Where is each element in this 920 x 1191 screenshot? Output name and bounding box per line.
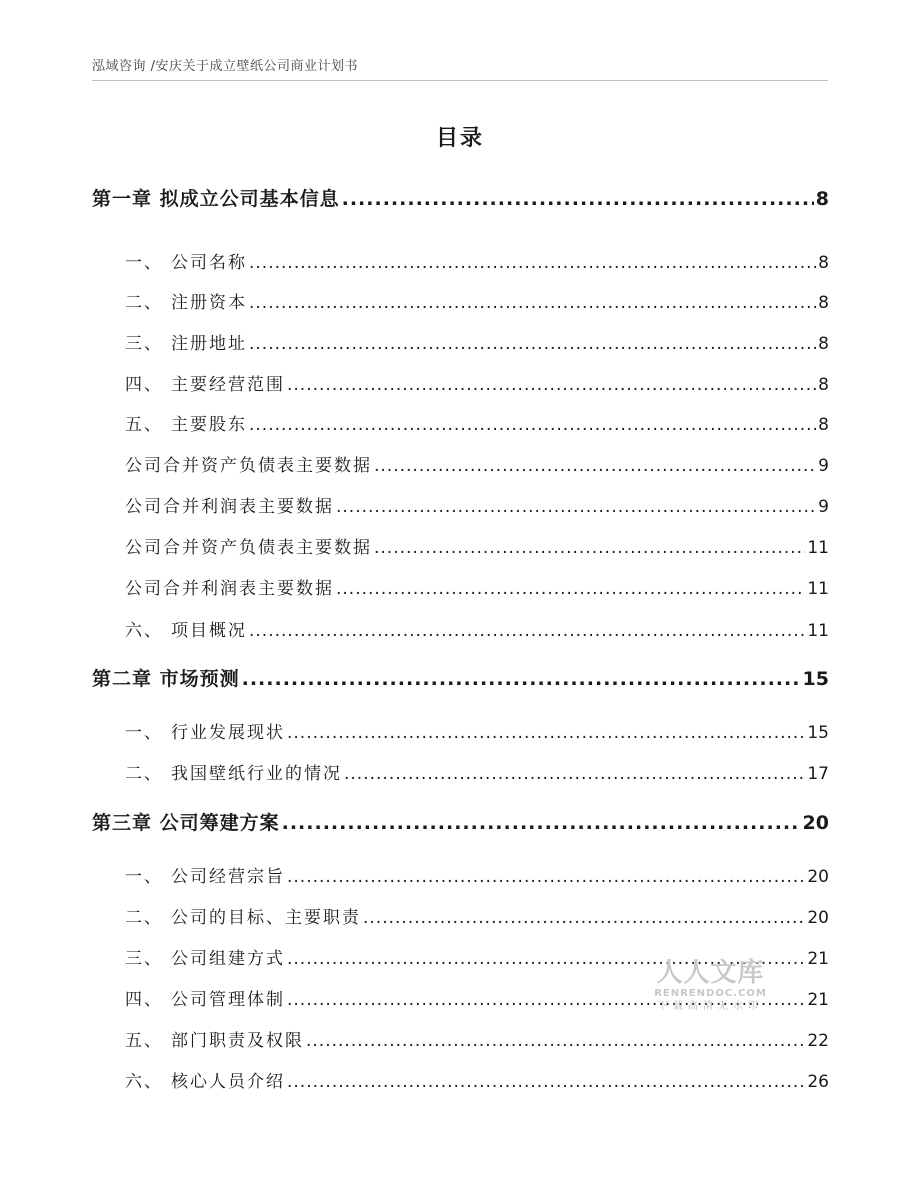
section-number: 五、	[125, 1031, 163, 1051]
toc-page-number: 11	[807, 621, 829, 641]
section-number: 五、	[125, 415, 163, 435]
dot-leader	[249, 293, 816, 313]
toc-entry-label: 公司合并资产负债表主要数据	[125, 456, 372, 476]
toc-section-1-3[interactable]	[125, 329, 829, 354]
toc-section-3-3[interactable]	[125, 944, 829, 969]
section-number: 二、	[125, 764, 163, 784]
toc-page-number: 15	[807, 723, 829, 743]
toc-subsection-balance-sheet-1[interactable]	[125, 451, 829, 476]
section-number: 三、	[125, 949, 163, 969]
toc-page-number: 26	[807, 1072, 829, 1092]
toc-section-1-6[interactable]	[125, 616, 829, 641]
dot-leader	[287, 949, 805, 969]
section-number: 一、	[125, 253, 163, 273]
section-number: 六、	[125, 1072, 163, 1092]
toc-section-3-6[interactable]	[125, 1067, 829, 1092]
toc-page-number: 21	[807, 949, 829, 969]
toc-entry-label: 主要股东	[171, 415, 247, 435]
toc-entry-label: 公司管理体制	[171, 990, 285, 1010]
dot-leader	[242, 668, 801, 690]
toc-section-3-1[interactable]	[125, 862, 829, 887]
toc-page-number: 11	[807, 538, 829, 558]
toc-entry-label: 注册资本	[171, 293, 247, 313]
toc-entry-label: 公司合并资产负债表主要数据	[125, 538, 372, 558]
toc-entry-label: 第二章 市场预测	[92, 668, 240, 690]
toc-entry-label: 公司的目标、主要职责	[171, 908, 361, 928]
toc-page-number: 8	[818, 253, 829, 273]
section-number: 一、	[125, 723, 163, 743]
toc-page-number: 8	[815, 188, 829, 210]
toc-page-number: 20	[802, 812, 829, 834]
dot-leader	[249, 334, 816, 354]
toc-page-number: 17	[807, 764, 829, 784]
toc-page-number: 22	[807, 1031, 829, 1051]
section-number: 二、	[125, 908, 163, 928]
toc-page-number: 9	[818, 456, 829, 476]
toc-chapter-3[interactable]	[92, 808, 829, 835]
dot-leader	[336, 579, 805, 599]
watermark-subtitle: 下载高清无水印	[658, 1001, 763, 1012]
watermark-title: 人人文库	[656, 958, 765, 988]
toc-page-number: 8	[818, 293, 829, 313]
toc-subsection-income-statement-2[interactable]	[125, 574, 829, 599]
toc-section-3-4[interactable]	[125, 985, 829, 1010]
section-number: 四、	[125, 990, 163, 1010]
toc-section-3-5[interactable]	[125, 1026, 829, 1051]
watermark-url: RENRENDOC.COM	[654, 988, 767, 999]
section-number: 六、	[125, 621, 163, 641]
toc-entry-label: 第三章 公司筹建方案	[92, 812, 280, 834]
dot-leader	[287, 375, 816, 395]
toc-page-number: 21	[807, 990, 829, 1010]
toc-entry-label: 公司组建方式	[171, 949, 285, 969]
dot-leader	[287, 990, 805, 1010]
toc-section-2-2[interactable]	[125, 759, 829, 784]
toc-page-number: 20	[807, 908, 829, 928]
toc-entry-label: 公司名称	[171, 253, 247, 273]
section-number: 三、	[125, 334, 163, 354]
toc-page-number: 9	[818, 497, 829, 517]
dot-leader	[282, 812, 801, 834]
toc-entry-label: 公司合并利润表主要数据	[125, 579, 334, 599]
dot-leader	[374, 456, 816, 476]
toc-entry-label: 主要经营范围	[171, 375, 285, 395]
toc-section-3-2[interactable]	[125, 903, 829, 928]
dot-leader	[344, 764, 805, 784]
dot-leader	[287, 723, 805, 743]
toc-title: 目录	[435, 126, 484, 151]
section-number: 二、	[125, 293, 163, 313]
toc-section-1-5[interactable]	[125, 410, 829, 435]
toc-entry-label: 注册地址	[171, 334, 247, 354]
header-divider	[92, 80, 828, 81]
toc-entry-label: 部门职责及权限	[171, 1031, 304, 1051]
section-number: 一、	[125, 867, 163, 887]
toc-entry-label: 公司经营宗旨	[171, 867, 285, 887]
dot-leader	[363, 908, 805, 928]
toc-chapter-1[interactable]	[92, 184, 829, 211]
dot-leader	[287, 1072, 805, 1092]
toc-page-number: 8	[818, 415, 829, 435]
toc-chapter-2[interactable]	[92, 664, 829, 691]
running-header: 泓域咨询 /安庆关于成立壁纸公司商业计划书	[92, 59, 359, 74]
toc-entry-label: 公司合并利润表主要数据	[125, 497, 334, 517]
dot-leader	[249, 253, 816, 273]
dot-leader	[249, 415, 816, 435]
toc-page-number: 8	[818, 375, 829, 395]
dot-leader	[336, 497, 816, 517]
dot-leader	[374, 538, 805, 558]
toc-section-2-1[interactable]	[125, 718, 829, 743]
dot-leader	[306, 1031, 805, 1051]
toc-entry-label: 核心人员介绍	[171, 1072, 285, 1092]
toc-subsection-income-statement-1[interactable]	[125, 492, 829, 517]
toc-entry-label: 行业发展现状	[171, 723, 285, 743]
section-number: 四、	[125, 375, 163, 395]
toc-section-1-4[interactable]	[125, 370, 829, 395]
toc-subsection-balance-sheet-2[interactable]	[125, 533, 829, 558]
dot-leader	[287, 867, 805, 887]
toc-page-number: 8	[818, 334, 829, 354]
toc-entry-label: 我国壁纸行业的情况	[171, 764, 342, 784]
toc-section-1-1[interactable]	[125, 248, 829, 273]
toc-page-number: 11	[807, 579, 829, 599]
toc-entry-label: 项目概况	[171, 621, 247, 641]
dot-leader	[249, 621, 805, 641]
toc-section-1-2[interactable]	[125, 288, 829, 313]
toc-entry-label: 第一章 拟成立公司基本信息	[92, 188, 340, 210]
dot-leader	[342, 188, 814, 210]
toc-page-number: 20	[807, 867, 829, 887]
toc-page-number: 15	[802, 668, 829, 690]
